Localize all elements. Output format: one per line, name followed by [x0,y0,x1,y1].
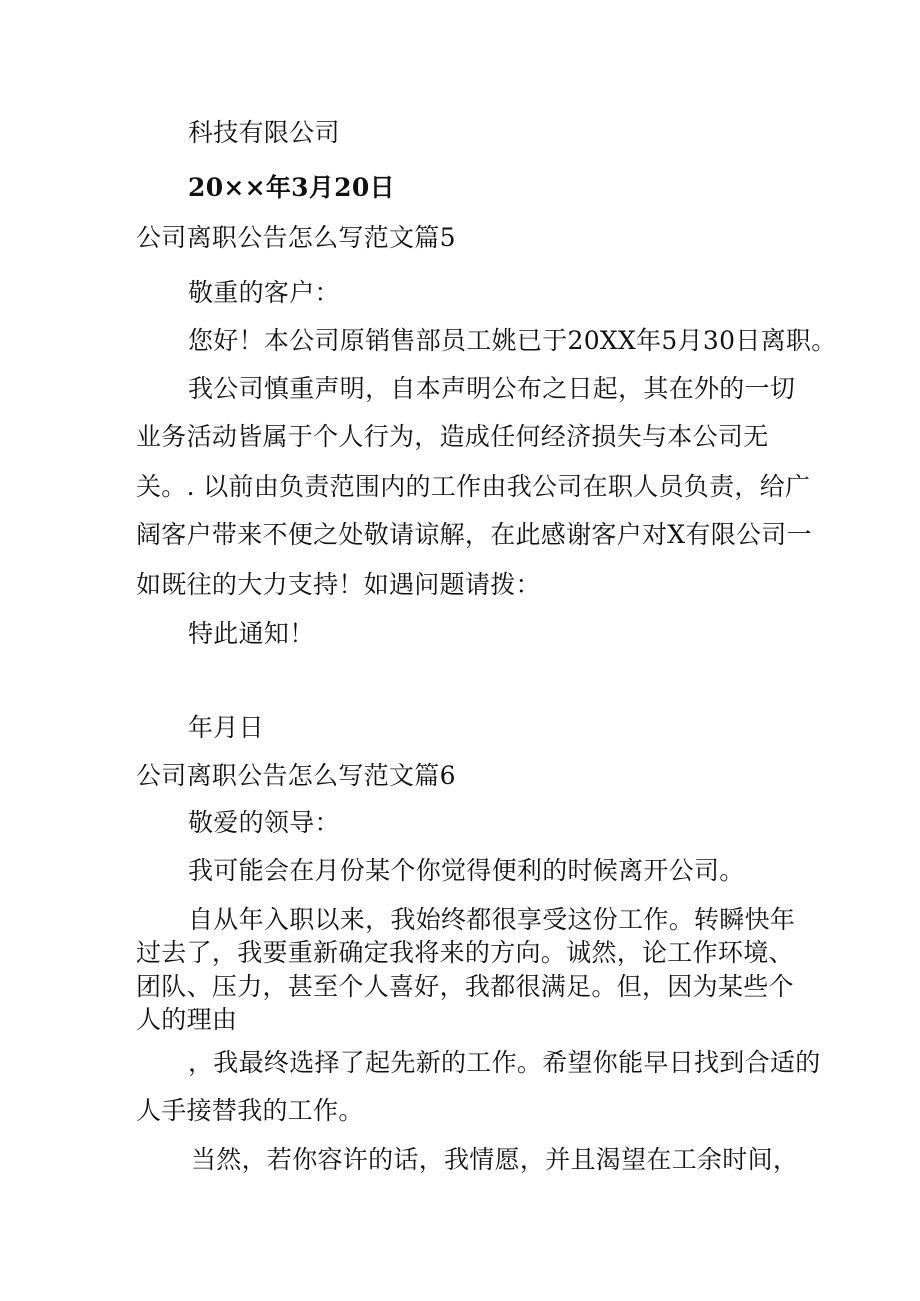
section5-paragraph-2-line-1: 我公司慎重声明，自本声明公布之日起，其在外的一切 [188,374,796,403]
section5-title: 公司离职公告怎么写范文篇5 [136,223,456,252]
section6-paragraph-1: 我可能会在月份某个你觉得便利的时候离开公司。 [188,856,745,885]
section6-title: 公司离职公告怎么写范文篇6 [136,761,456,790]
section6-paragraph-3-line-2: 人手接替我的工作。 [136,1096,364,1125]
section5-paragraph-2-line-5: 如既往的大力支持！如遇问题请拨： [136,570,541,599]
signature-company: 科技有限公司 [188,118,340,147]
section5-paragraph-2-line-2: 业务活动皆属于个人行为，造成任何经济损失与本公司无 [136,422,769,451]
section6-salutation: 敬爱的领导： [188,808,340,837]
section6-paragraph-2-line-1: 自从年入职以来，我始终都很享受这份工作。转瞬快年 [188,905,796,934]
section5-salutation: 敬重的客户： [188,278,340,307]
section5-paragraph-2-line-3: 关。. 以前由负责范围内的工作由我公司在职人员负责，给广 [136,472,811,501]
section6-paragraph-3-line-1: ，我最终选择了起先新的工作。希望你能早日找到合适的 [188,1048,821,1077]
section5-date-placeholder: 年月日 [188,713,264,742]
section5-paragraph-2-line-4: 阔客户带来不便之处敬请谅解，在此感谢客户对X有限公司一 [136,520,812,549]
section6-paragraph-4-line-1: 当然，若你容许的话，我情愿，并且渴望在工余时间， [191,1145,799,1174]
section5-paragraph-1: 您好！本公司原销售部员工姚已于20XX年5月30日离职。 [188,326,837,355]
signature-date: 20××年3月20日 [188,173,395,202]
section6-paragraph-2-line-4: 人的理由 [136,1005,238,1034]
section5-closing: 特此通知！ [188,619,315,648]
section6-paragraph-2-line-2: 过去了，我要重新确定我将来的方向。诚然，论工作环境、 [136,938,794,967]
section6-paragraph-2-line-3: 团队、压力，甚至个人喜好，我都很满足。但，因为某些个 [136,972,794,1001]
